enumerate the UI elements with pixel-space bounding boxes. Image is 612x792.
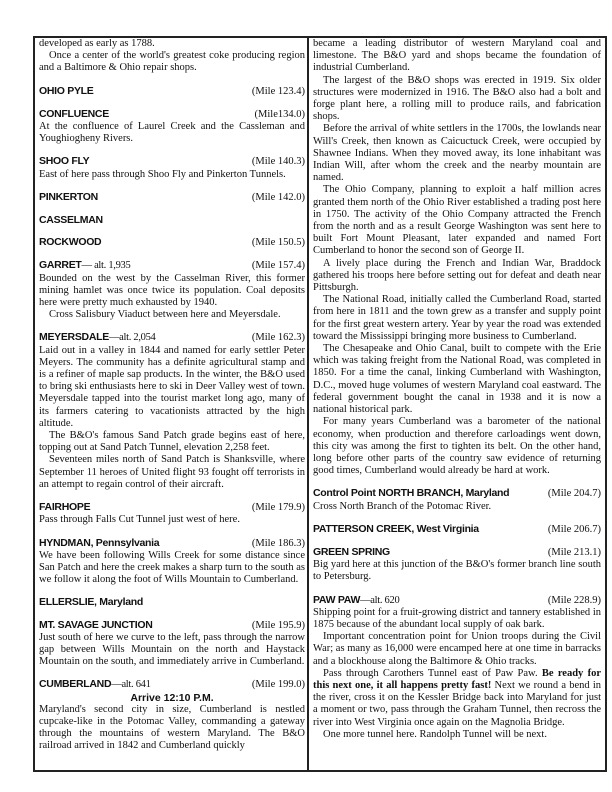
stop-text: East of here pass through Shoo Fly and Pinkerton Tunnels.: [39, 168, 286, 180]
mile-marker: (Mile 140.3): [251, 156, 305, 168]
stop-mtsavage: [39, 619, 305, 669]
emphasis-text: Be ready for this next one, it all happens pretty fast!: [313, 667, 601, 691]
mile-marker: (Mile 142.0): [251, 191, 305, 203]
stop-text: We have been following Wills Creek for some distance since San Patch and here the creek makes a sharp turn to the south as we follow it along the foot of Wills Mountain to Cumberland.: [39, 549, 305, 586]
mile-marker: (Mile 195.9): [251, 619, 305, 631]
stop-patterson: [313, 523, 601, 536]
stop-fairhope: [39, 501, 305, 526]
stop-name: Control Point NORTH BRANCH, Maryland: [313, 487, 510, 500]
mile-marker: (Mile134.0): [254, 108, 305, 120]
stop-rockwood: [39, 236, 305, 249]
stop-name: FAIRHOPE: [39, 501, 91, 514]
mile-marker: (Mile 186.3): [251, 537, 305, 549]
stop-text: One more tunnel here. Randolph Tunnel will be next.: [323, 728, 547, 740]
stop-text: Cross North Branch of the Potomac River.: [313, 500, 492, 512]
mile-marker: (Mile 157.4): [251, 260, 305, 272]
stop-pinkerton: [39, 191, 305, 204]
left-column: [39, 38, 305, 753]
stop-name: SHOO FLY: [39, 155, 90, 168]
stop-name: CASSELMAN: [39, 214, 103, 227]
intro-text: developed as early as 1788.: [39, 38, 155, 49]
stop-text: Shipping point for a fruit-growing district and tannery established in 1875 because of the abundant local supply of oak bark.: [313, 606, 601, 630]
altitude: — alt. 1,935: [81, 260, 131, 272]
mile-marker: (Mile 162.3): [251, 332, 305, 344]
stop-text: Pass through Falls Cut Tunnel just west of here.: [39, 514, 240, 526]
stop-name: ROCKWOOD: [39, 236, 102, 249]
stop-hyndman: [39, 537, 305, 587]
arrival-time: Arrive 12:10 P.M.: [130, 691, 214, 704]
mile-marker: (Mile 206.7): [547, 523, 601, 535]
stop-pawpaw: [313, 594, 601, 741]
mile-marker: (Mile 228.9): [547, 594, 601, 606]
text-run: Next we round a bend in the river, cross it on the Kessler Bridge back into Maryland for just a moment or two, pass through the Graham Tunnel, then recross the river into West Virginia once again on the Magnolia Bridge.: [313, 679, 602, 728]
stop-name: PATTERSON CREEK, West Virginia: [313, 522, 479, 535]
mile-marker: (Mile 204.7): [547, 488, 601, 500]
stop-name: ELLERSLIE, Maryland: [39, 596, 143, 609]
body-text: For many years Cumberland was a barometer of the national economy, when production and therefore carloadings went down, this city was among the first to tighten its belt. On the other hand, long before other parts of the country saw evidence of returning good times, Cumberland would already be hard at work.: [313, 416, 601, 477]
stop-name: CUMBERLAND: [39, 678, 112, 691]
stop-ellerslie: [39, 596, 305, 608]
stop-name: GARRET: [39, 259, 82, 272]
stop-text: Bounded on the west by the Casselman River, this former mining hamlet was once twice its population. Coal deposits here were pretty much exhausted by 1940.: [39, 272, 305, 309]
stop-name: OHIO PYLE: [39, 84, 94, 97]
altitude: —alt. 620: [360, 594, 400, 606]
stop-text: Big yard here at this junction of the B&O's former branch line south to Petersburg.: [313, 559, 601, 583]
stop-text: [313, 668, 601, 729]
stop-text: Maryland's second city in size, Cumberland is nestled cupcake-like in the Potomac Valley, commanding a gateway through the mountains of western Maryland. The B&O railroad arrived in 1842 and Cumberland quickly: [39, 703, 305, 752]
stop-greenspring: [313, 546, 601, 584]
mile-marker: (Mile 179.9): [251, 502, 305, 514]
body-text: The National Road, initially called the Cumberland Road, started from here in 1811 and the town grew as a transfer and supply point for the first great western artery. Year by year the road was extended toward the Mississippi bringing more business to Cumberland.: [313, 294, 601, 342]
mile-marker: (Mile 213.1): [547, 546, 601, 558]
body-text: A lively place during the French and Indian War, Braddock gathered his troops here before setting out for defeat and death near Pittsburgh.: [313, 257, 601, 294]
stop-northbranch: [313, 487, 601, 512]
intro-text: Once a center of the world's greatest coke producing region and a Baltimore & Ohio repair shops.: [39, 50, 305, 74]
body-text: The Ohio Company, planning to exploit a half million acres granted them north of the Ohio River established a trading post here in 1750. The activity of the Ohio Company attracted the French from the north and as a result George Washington was sent here to built Fort Mount Pleasant, later expanded and named Fort Cumberland to honor the second son of George II.: [313, 184, 601, 257]
stop-text: Important concentration point for Union troops during the Civil War; as many as 16,000 were encamped here at one time in barracks and a blockhouse along the Baltimore & Ohio tracks.: [313, 631, 601, 667]
stop-cumberland: [39, 678, 305, 752]
stop-name: GREEN SPRING: [313, 545, 390, 558]
body-text: Before the arrival of white settlers in the 1700s, the lowlands near Will's Creek, then known as Caicuctuck Creek, were occupied by Shawnee Indians. When they moved away, its lone inhabitant was Indian Will, after whom the creek and the nearby mountain are named.: [313, 123, 601, 184]
altitude: —alt. 641: [111, 679, 151, 691]
stop-ohiopyle: [39, 85, 305, 98]
altitude: —alt. 2,054: [108, 332, 156, 344]
stop-name: CONFLUENCE: [39, 107, 109, 120]
stop-name: MEYERSDALE: [39, 331, 109, 344]
mile-marker: (Mile 123.4): [251, 85, 305, 97]
stop-meyersdale: [39, 331, 305, 491]
stop-text: Laid out in a valley in 1844 and named for early settler Peter Meyers. The community has a definite agricultural stamp and is a refiner of maple sap products. In the winter, the B&O used to bring ski enthusiasts here to ski in Deer Valley west of town. Meyersdale tapped into the tourist market long ago, many of its farmers catering to vacationists attracted by the high altitude.: [39, 344, 305, 429]
body-text: The Chesapeake and Ohio Canal, built to compete with the Erie which was taking freight from the National Road, was completed in 1850. For a time the canal, linking Cumberland with Washington, D.C., moved huge volumes of western Maryland coal eastward. The federal government bought the canal in 1938 and it is now a national historical park.: [313, 343, 601, 416]
stop-text: The B&O's famous Sand Patch grade begins east of here, topping out at Sand Patch Tunnel, elevation 2,258 feet.: [39, 430, 305, 454]
stop-shoofly: [39, 155, 305, 180]
stop-text: At the confluence of Laurel Creek and the Cassleman and Youghiogheny Rivers.: [39, 121, 305, 145]
column-divider: [307, 36, 309, 772]
stop-name: HYNDMAN, Pennsylvania: [39, 536, 160, 549]
mile-marker: (Mile 150.5): [251, 237, 305, 249]
mile-marker: (Mile 199.0): [251, 679, 305, 691]
stop-text: Seventeen miles north of Sand Patch is Shanksville, where September 11 heroes of United flight 93 fought off terrorists in an attempt to regain control of their aircraft.: [39, 454, 305, 490]
stop-name: PAW PAW: [313, 593, 361, 606]
right-column: [313, 38, 601, 741]
stop-name: PINKERTON: [39, 190, 98, 203]
stop-garret: [39, 259, 305, 321]
text-run: Pass through Carothers Tunnel east of Paw Paw.: [323, 667, 542, 679]
body-text: became a leading distributor of western Maryland coal and limestone. The B&O yard and shops became the foundation of industrial Cumberland.: [313, 38, 601, 74]
stop-confluence: [39, 108, 305, 146]
stop-text: Cross Salisbury Viaduct between here and Meyersdale.: [49, 309, 281, 321]
stop-name: MT. SAVAGE JUNCTION: [39, 618, 153, 631]
stop-casselman: [39, 214, 305, 226]
body-text: The largest of the B&O shops was erected in 1919. Six older structures were modernized in 1916. The B&O also had a bolt and forge plant here, a rolling mill to produce rails, and fabrication shops.: [313, 74, 601, 123]
stop-text: Just south of here we curve to the left, pass through the narrow gap between Wills Mountain on the north and Haystack Mountain on the south, and immediately arrive in Cumberland.: [39, 631, 305, 668]
